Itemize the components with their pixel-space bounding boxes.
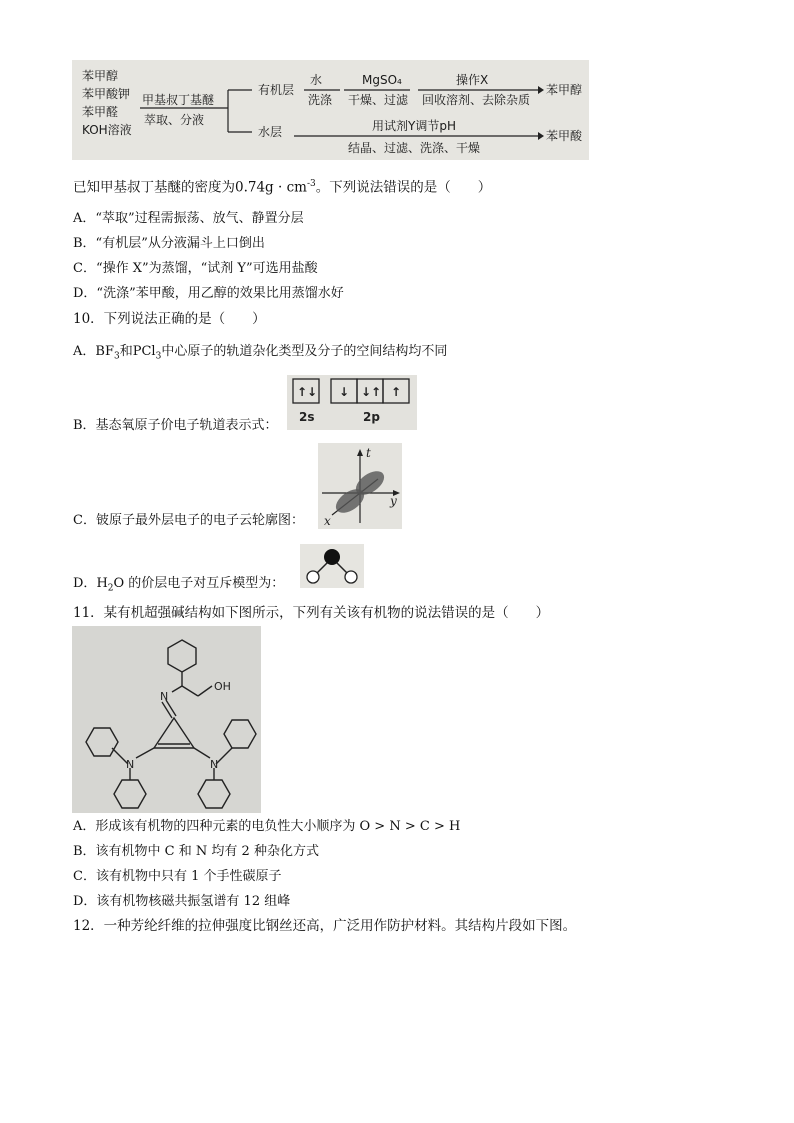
svg-text:↓↑: ↓↑	[361, 385, 382, 399]
mol-n3-label: N	[210, 758, 219, 771]
q9-option-b: B．“有机层”从分液漏斗上口倒出	[73, 236, 265, 251]
density-value: 0.74g · cm	[235, 179, 307, 196]
q10-title: 10．下列说法正确的是（ ）	[73, 311, 266, 327]
step1-operation-label: 萃取、分液	[144, 113, 205, 127]
input-benzyl-alcohol: 苯甲醇	[82, 69, 119, 83]
svg-text:↑: ↑	[391, 385, 402, 399]
mol-n2-label: N	[126, 758, 135, 771]
product-benzoic-acid: 苯甲酸	[546, 129, 583, 143]
q9-option-c: C．“操作 X”为蒸馏，“试剂 Y”可选用盐酸	[73, 261, 318, 276]
q11-title: 11．某有机超强碱结构如下图所示，下列有关该有机物的说法错误的是（ ）	[73, 605, 550, 621]
aqueous-layer-label: 水层	[258, 125, 283, 139]
extraction-flow-diagram	[72, 60, 589, 160]
svg-text:↓: ↓	[339, 385, 350, 399]
beryllium-electron-cloud	[318, 443, 402, 529]
q10-option-b: B．基态氧原子价电子轨道表示式：	[73, 418, 278, 433]
label-2p: 2p	[363, 410, 380, 424]
superbase-structure-figure	[72, 626, 261, 813]
q11-option-b: B．该有机物中 C 和 N 均有 2 种杂化方式	[73, 844, 319, 859]
product-benzyl-alcohol: 苯甲醇	[546, 83, 583, 97]
input-benzaldehyde: 苯甲醛	[82, 105, 119, 119]
dry-filter-label: 干燥、过滤	[348, 93, 409, 107]
water-vsepr-model	[300, 544, 364, 588]
q12-title: 12．一种芳纶纤维的拉伸强度比钢丝还高，广泛用作防护材料。其结构片段如下图。	[73, 918, 577, 934]
organic-layer-label: 有机层	[258, 83, 295, 97]
q9-option-a: A．“萃取”过程需振荡、放气、静置分层	[73, 211, 304, 226]
input-koh-solution: KOH溶液	[82, 123, 132, 137]
input-potassium-benzoate: 苯甲酸钾	[82, 87, 131, 101]
q10-option-c: C．铍原子最外层电子的电子云轮廓图：	[73, 513, 304, 528]
q9-option-d: D．“洗涤”苯甲酸，用乙醇的效果比用蒸馏水好	[73, 286, 344, 301]
mol-n1-label: N	[160, 690, 169, 703]
crystallize-label: 结晶、过滤、洗涤、干燥	[348, 141, 481, 155]
q10-option-d: D．$H_2O$ 的价层电子对互斥模型为：	[73, 576, 285, 594]
water-label: 水	[310, 73, 323, 87]
svg-text:↑↓: ↑↓	[297, 385, 318, 399]
axis-y-label: y	[390, 494, 397, 508]
axis-x-label: x	[324, 514, 331, 528]
axis-t-label: t	[366, 446, 371, 460]
mol-oh-label: OH	[214, 680, 231, 693]
q11-option-a: A．形成该有机物的四种元素的电负性大小顺序为 O > N > C > H	[73, 819, 461, 834]
recover-solvent-label: 回收溶剂、去除杂质	[422, 93, 531, 107]
label-2s: 2s	[299, 410, 315, 424]
reagent-y-label: 用试剂Y调节pH	[372, 119, 456, 133]
wash-label: 洗涤	[308, 93, 333, 107]
q9-stem: 已知甲基叔丁基醚的密度为$0.74g \cdot cm^{-3}$。下列说法错误的是（ ）	[73, 179, 492, 196]
operation-x-label: 操作X	[456, 73, 489, 87]
q11-option-c: C．该有机物中只有 1 个手性碳原子	[73, 869, 282, 884]
step1-solvent-label: 甲基叔丁基醚	[142, 93, 215, 107]
q11-option-d: D．该有机物核磁共振氢谱有 12 组峰	[73, 894, 291, 909]
mgso4-label: MgSO₄	[362, 73, 402, 87]
oxygen-orbital-diagram	[287, 375, 417, 430]
q10-option-a: A．$BF_3$和PCl$_3$中心原子的轨道杂化类型及分子的空间结构均不同	[73, 344, 448, 362]
